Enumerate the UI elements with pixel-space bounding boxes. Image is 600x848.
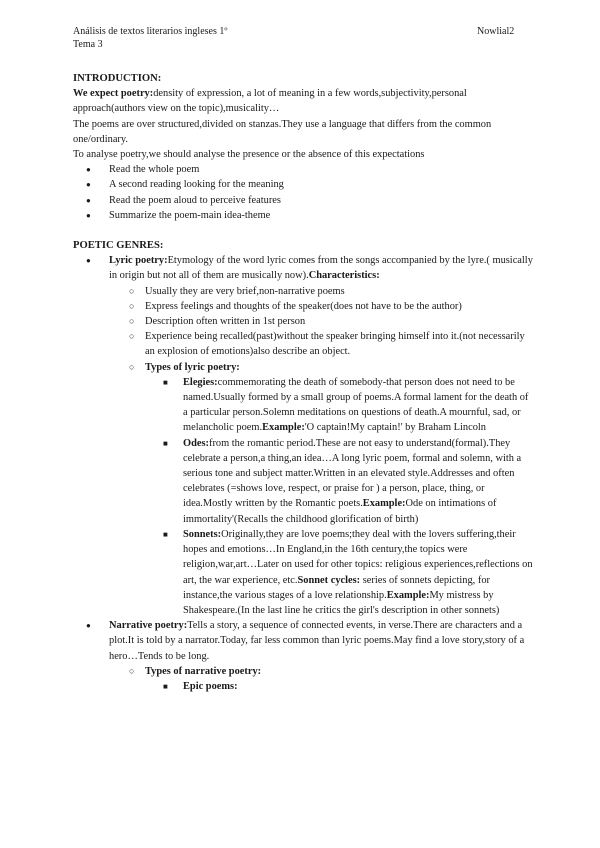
list-item: ○ Express feelings and thoughts of the speaker(does not have to be the author) [145,299,535,314]
elegies-item [183,375,535,436]
odes-text: from the romantic period.These are not easy to understand(formal).They celebrate a person,a thing,an idea…A long lyric poem, formal and solemn, with a serious tone and subject matter.Written in an elevated style.Addresses and often celebrates (=shows love, respect, or praise for ) a person, place, thing, or idea.Mostly written by the Romantic poets. [183,437,522,510]
odes-label: Odes: [183,437,209,449]
sonnets-label: Sonnets: [183,528,222,540]
characteristics-label: Characteristics: [308,270,380,282]
narrative-types-list [109,664,535,694]
sonnets-example-label: Example: [386,589,430,601]
list-item: ○ Experience being recalled(past)without the speaker bringing himself into it.(not necessarily an explosion of emotions)also describe an object. [145,329,535,359]
analyse-paragraph: To analyse poetry,we should analyse the presence or the absence of this expectations [73,149,425,161]
narrative-label: Narrative poetry: [109,620,188,632]
narrative-types-label: Types of narrative poetry: [145,665,262,677]
reading-steps-list [73,162,535,223]
genres-heading: POETIC GENRES: [73,240,164,252]
narrative-types-item [145,664,535,694]
elegies-label: Elegies: [183,376,218,388]
list-item: ○ Description often written in 1st person [145,314,535,329]
sonnets-example-text: My mistress by Shakespeare.(In the last line he critics the girl's description in other sonnets) [183,589,500,616]
elegies-text: commemorating the death of somebody-that person does not need to be named.Usually formed by a small group of poems.A formal lament for the death of a particular person.Solemn meditations on questions of death.A mournful, sad, or melancholic poem. [183,376,529,434]
genres-list [73,253,535,694]
lyric-types-label: Types of lyric poetry: [145,361,240,373]
sonnets-text: Originally,they are love poems;they deal with the lovers suffering,their hopes and emotions…In England,in the 16th century,the topics were religion,war,art…Later on used for other topics: religious experiences,reflections on art, the war experience, etc. [183,528,533,586]
epic-label: Epic poems: [183,680,238,692]
list-item: ● Summarize the poem-main idea-theme [109,208,535,223]
list-item: ○ Usually they are very brief,non-narrative poems [145,284,535,299]
intro-heading: INTRODUCTION: [73,73,162,84]
page-header-left [73,25,227,51]
topic-label: Tema 3 [73,39,103,50]
author-label: Nowlial2 [477,26,515,37]
sonnets-item [183,527,535,618]
elegies-example-text: 'O captain!My captain!' by Braham Lincoln [304,422,486,434]
lyric-label: Lyric poetry: [109,255,168,267]
narrative-poetry-item [109,618,535,694]
odes-item [183,436,535,527]
elegies-example-label: Example: [262,422,305,434]
list-item: ● Read the poem aloud to perceive features [109,193,535,208]
lyric-text: Etymology of the word lyric comes from the songs accompanied by the lyre.( musically in origin but not all of them are musically now). [109,255,533,282]
list-item: ● A second reading looking for the meaning [109,177,535,192]
expect-label: We expect poetry: [73,88,154,100]
epic-list [145,679,535,694]
expect-text: density of expression, a lot of meaning in a few words,subjectivity,personal approach(authors view on the topic),musicality… [73,88,467,115]
document-body [73,71,535,694]
epic-poems-item [183,679,535,694]
lyric-types-item [145,360,535,618]
lyric-types-list [145,375,535,618]
odes-example-label: Example: [362,498,406,510]
narrative-text: Tells a story, a sequence of connected events, in verse.There are characters and a plot.It is told by a narrator.Today, far less common than lyric poems.May find a love story,story of a hero…Tends to be long. [109,620,525,662]
structure-paragraph: The poems are over structured,divided on stanzas.They use a language that differs from the common one/ordinary. [73,118,492,145]
odes-example-text: Ode on intimations of immortality'(Recalls the childhood glorification of birth) [183,498,497,525]
lyric-poetry-item [109,253,535,618]
characteristics-list [109,284,535,618]
list-item: ● Read the whole poem [109,162,535,177]
course-title: Análisis de textos literarios ingleses 1º [73,26,228,37]
sonnet-cycles-label: Sonnet cycles: [297,574,361,586]
expect-paragraph [73,86,535,116]
sonnet-cycles-text: series of sonnets depicting, for instance,the various stages of a love relationship. [183,574,490,601]
